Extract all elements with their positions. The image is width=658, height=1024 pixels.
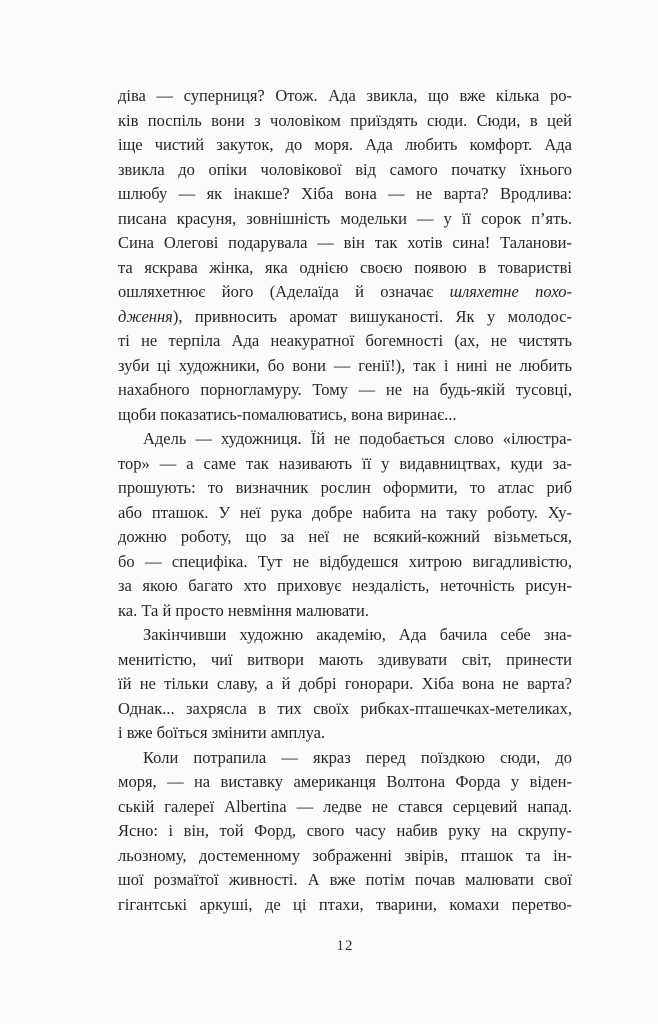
text-line <box>118 133 572 158</box>
text-line <box>118 476 572 501</box>
text-segment: менитістю, чиї витвори мають здивувати світ, принести <box>118 649 572 669</box>
text-line <box>118 770 572 795</box>
text-segment: Закінчивши художню академію, Ада бачила себе зна- <box>143 625 572 644</box>
text-segment: звикла до опіки чоловікової від самого початку їхнього <box>118 159 572 179</box>
text-segment: їй не тільки славу, а й добрі гонорари. Хіба вона не варта? <box>118 674 572 693</box>
text-line <box>118 868 572 893</box>
italic-text-segment: дження <box>118 306 173 326</box>
text-line <box>118 893 572 918</box>
text-segment: ошляхетнює його (Аделаїда й означає <box>118 282 450 301</box>
text-segment: моря, — на виставку американця Волтона Форда у віден- <box>118 772 572 791</box>
text-line <box>118 109 572 134</box>
text-segment: щоби показатись-помалюватись, вона виринає... <box>118 404 457 424</box>
text-line <box>118 329 572 354</box>
text-segment: за якою багато хто приховує нездалість, неточність рисун- <box>118 576 572 595</box>
text-segment: іще чистий закуток, до моря. Ада любить комфорт. Ада <box>118 135 572 154</box>
text-segment: дожню роботу, що за неї не всякий-кожний візьметься, <box>118 527 572 546</box>
text-line <box>118 158 572 183</box>
text-segment: нахабного порногламуру. Тому — не на будь-якій тусовці, <box>118 380 572 399</box>
text-segment: Адель — художниця. Їй не подобається слово «ілюстра- <box>143 429 572 448</box>
text-line <box>118 648 572 673</box>
text-line <box>118 574 572 599</box>
text-line <box>118 501 572 526</box>
text-segment: ), привносить аромат вишуканості. Як у молодос- <box>172 306 572 326</box>
text-block <box>118 84 572 917</box>
italic-text-segment: шляхетне похо- <box>449 282 572 301</box>
text-segment: ській галереї Albertina — ледве не стався серцевий напад. <box>118 796 572 816</box>
text-line <box>118 207 572 232</box>
text-line <box>118 84 572 109</box>
text-segment: або пташок. У неї рука добре набита на таку роботу. Ху- <box>118 502 572 522</box>
text-line <box>118 354 572 379</box>
text-line <box>118 231 572 256</box>
text-line <box>118 525 572 550</box>
text-segment: шлюбу — як інакше? Хіба вона — не варта? Вродлива: <box>118 184 572 203</box>
text-line <box>118 378 572 403</box>
text-line <box>118 672 572 697</box>
text-line <box>118 280 572 305</box>
page-number: 12 <box>336 938 354 954</box>
text-segment: ка. Та й просто невміння малювати. <box>118 600 369 620</box>
text-line <box>118 819 572 844</box>
text-line <box>118 746 572 771</box>
text-segment: зуби ці художники, бо вони — генії!), так і нині не любить <box>118 355 572 375</box>
text-segment: бо — специфіка. Тут не відбудешся хитрою вигадливістю, <box>118 551 572 571</box>
text-segment: писана красуня, зовнішність модельки — у її сорок п’ять. <box>118 208 572 228</box>
text-segment: шої розмаїтої живності. А вже потім почав малювати свої <box>118 870 572 889</box>
text-segment: гігантські аркуші, де ці птахи, тварини, комахи перетво- <box>118 894 572 914</box>
text-segment: Однак... захрясла в тих своїх рибках-пташечках-метеликах, <box>118 698 572 718</box>
text-line <box>118 403 572 428</box>
text-segment: та яскрава жінка, яка однією своєю появою в товаристві <box>118 257 572 277</box>
text-segment: і вже боїться змінити амплуа. <box>118 723 326 742</box>
text-line <box>118 427 572 452</box>
text-segment: тор» — а саме так називають її у видавництвах, куди за- <box>118 453 572 473</box>
text-line <box>118 721 572 746</box>
text-line <box>118 623 572 648</box>
text-segment: Сина Олегові подарувала — він так хотів сина! Таланови- <box>118 233 572 252</box>
text-line <box>118 305 572 330</box>
text-segment: Ясно: і він, той Форд, свого часу набив руку на скрупу- <box>118 821 572 840</box>
text-line <box>118 182 572 207</box>
text-segment: ків поспіль вони з чоловіком приїздять сюди. Сюди, в цей <box>118 110 572 130</box>
text-line <box>118 844 572 869</box>
text-line <box>118 452 572 477</box>
text-line <box>118 599 572 624</box>
text-segment: прошують: то визначник рослин оформити, то атлас риб <box>118 478 572 497</box>
text-line <box>118 550 572 575</box>
text-line <box>118 697 572 722</box>
text-segment: льозному, достеменному зображенні звірів, пташок та ін- <box>118 845 572 865</box>
text-segment: діва — суперниця? Отож. Ада звикла, що вже кілька ро- <box>118 86 572 105</box>
text-segment: ті не терпіла Ада неакуратної богемності (ах, не чистять <box>118 331 572 350</box>
text-line <box>118 256 572 281</box>
text-segment: Коли потрапила — якраз перед поїздкою сюди, до <box>143 747 572 767</box>
text-line <box>118 795 572 820</box>
